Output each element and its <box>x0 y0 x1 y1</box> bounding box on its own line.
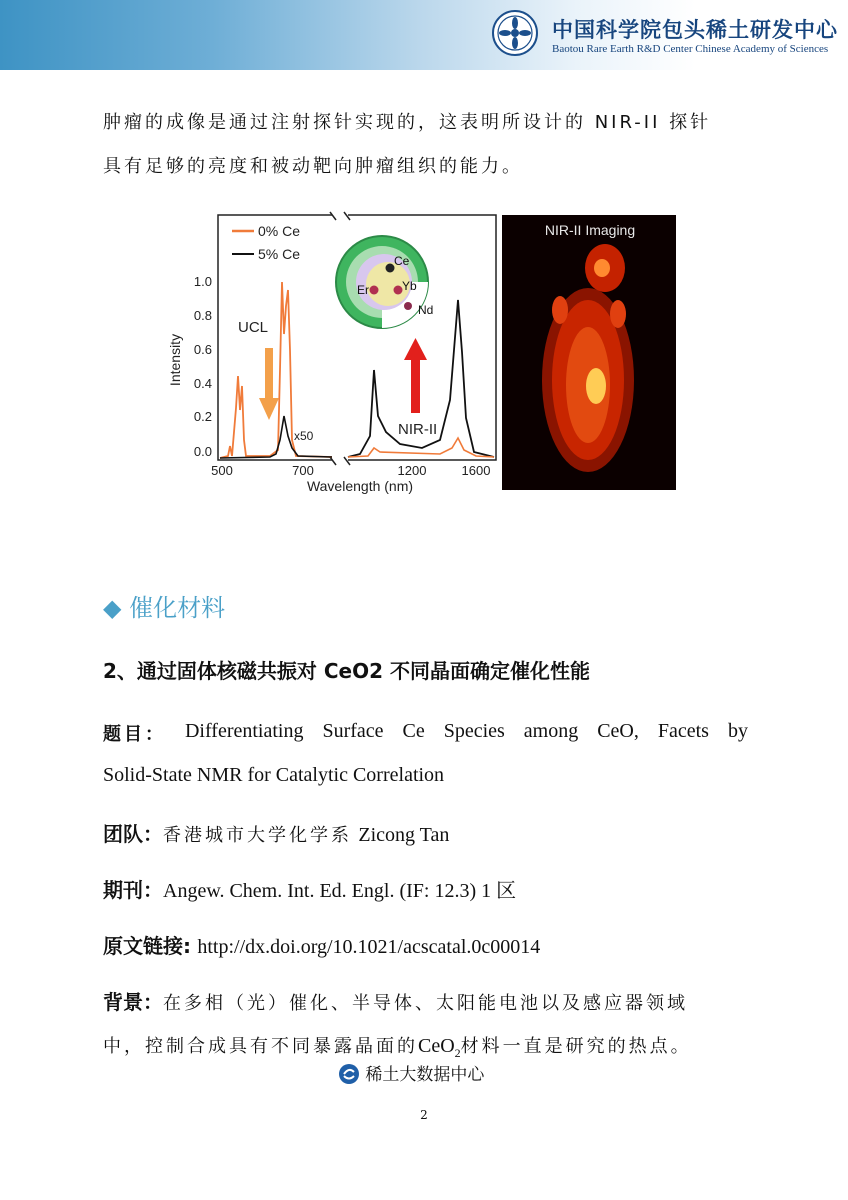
ion-er <box>370 286 379 295</box>
topic-label: 题目： <box>103 724 166 745</box>
journal-value: Angew. Chem. Int. Ed. Engl. (IF: 12.3) 1 区 <box>163 880 517 902</box>
legend-0ce: 0% Ce <box>258 223 301 239</box>
intro-line-2: 具有足够的亮度和被动靶向肿瘤组织的能力。 <box>103 156 523 177</box>
nir-arrow-head <box>404 338 427 360</box>
background-line-1 <box>103 986 688 1015</box>
topic-line-2: Solid-State NMR for Catalytic Correlation <box>103 764 445 786</box>
nanoparticle-illustration <box>336 236 433 328</box>
x-tick-500: 500 <box>211 463 233 478</box>
spectra-figure <box>160 210 680 500</box>
topic-word: Differentiating <box>184 720 304 742</box>
nir-imaging-title: NIR-II Imaging <box>544 222 636 238</box>
ucl-arrow-head <box>259 398 279 420</box>
ion-label-ce: Ce <box>394 254 410 268</box>
team-label: 团队： <box>103 822 163 846</box>
page-header <box>0 0 848 70</box>
footer-brand <box>338 1060 484 1085</box>
link-label: 原文链接: <box>103 934 191 958</box>
section-title <box>103 588 225 623</box>
team-value-cn: 香港城市大学化学系 <box>163 825 352 846</box>
cerium-oxide-formula: CeO$_2$ <box>418 1035 461 1060</box>
section-title-text: 催化材料 <box>129 594 226 622</box>
background-line-2 <box>103 1032 692 1061</box>
ucl-label: UCL <box>238 319 269 336</box>
ucl-curve-0ce <box>220 282 332 458</box>
ion-label-yb: Yb <box>402 279 417 293</box>
background-text-1: 在多相（光）催化、半导体、太阳能电池以及感应器领域 <box>163 993 688 1014</box>
topic-word: Ce <box>402 720 425 742</box>
x-tick-1200: 1200 <box>397 463 427 478</box>
background-text-2a: 中，控制合成具有不同暴露晶面的 <box>103 1036 418 1057</box>
ion-label-nd: Nd <box>418 303 434 317</box>
topic-word: CeO, <box>597 720 639 742</box>
team-value-en: Zicong Tan <box>358 824 450 846</box>
intro-line-1: 肿瘤的成像是通过注射探针实现的，这表明所设计的 NIR-II 探针 <box>103 112 712 133</box>
axis-break-gap <box>332 210 348 466</box>
team-line <box>103 818 449 847</box>
link-line <box>103 930 540 959</box>
ion-label-er: Er <box>357 283 369 297</box>
legend-5ce: 5% Ce <box>258 246 301 262</box>
org-name-en: Baotou Rare Earth R&D Center Chinese Academy of Sciences <box>552 43 829 55</box>
nir-label: NIR-II <box>398 421 438 438</box>
topic-word: Species <box>443 720 505 742</box>
cas-logo-icon <box>492 10 538 56</box>
footer-brand-text: 稀土大数据中心 <box>365 1065 485 1085</box>
topic-word: by <box>727 720 748 742</box>
topic-word: Facets <box>657 720 709 742</box>
x-tick-700: 700 <box>292 463 314 478</box>
background-text-2b: 材料一直是研究的热点。 <box>460 1036 692 1057</box>
topic-word: among <box>523 720 579 742</box>
x50-label: x50 <box>294 429 314 443</box>
y-tick-2: 0.4 <box>193 376 212 391</box>
y-axis-label: Intensity <box>167 333 183 387</box>
y-tick-4: 0.8 <box>193 308 212 323</box>
topic-line-1 <box>103 720 748 746</box>
page-number: 2 <box>420 1108 428 1122</box>
big-data-logo-icon <box>338 1063 360 1085</box>
y-tick-3: 0.6 <box>193 342 212 357</box>
x-tick-1600: 1600 <box>461 463 491 478</box>
ucl-arrow-shaft <box>265 348 273 400</box>
journal-line <box>103 874 516 903</box>
org-name-cn: 中国科学院包头稀土研发中心 <box>552 18 838 42</box>
doi-link[interactable]: http://dx.doi.org/10.1021/acscatal.0c00014 <box>197 936 541 958</box>
topic-word: Surface <box>322 720 384 742</box>
y-tick-5: 1.0 <box>193 274 212 289</box>
x-axis-label: Wavelength (nm) <box>306 478 414 494</box>
ucl-curve-5ce <box>220 416 332 458</box>
item-heading: 2、通过固体核磁共振对 CeO2 不同晶面确定催化性能 <box>103 659 591 683</box>
background-label: 背景： <box>103 990 163 1014</box>
journal-label: 期刊： <box>103 878 163 902</box>
nir-arrow-shaft <box>411 358 420 413</box>
ion-nd <box>404 302 412 310</box>
y-tick-0: 0.0 <box>193 444 212 459</box>
y-tick-1: 0.2 <box>193 409 212 424</box>
diamond-bullet-icon: ◆ <box>103 594 122 622</box>
